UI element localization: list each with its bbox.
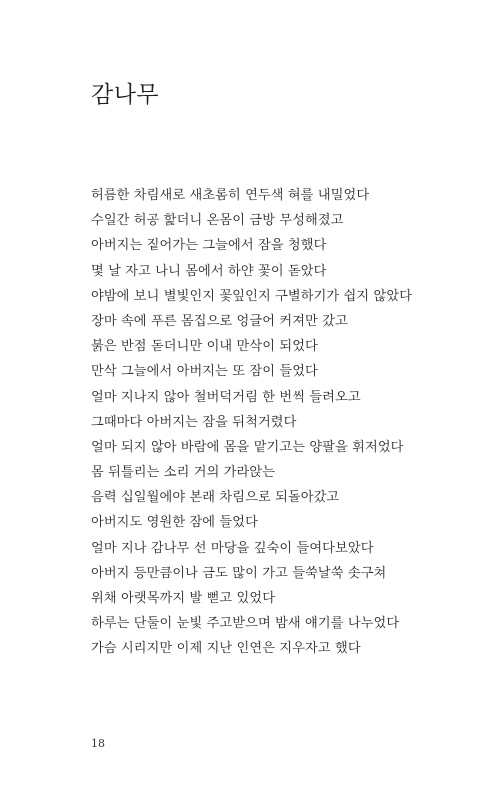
poem-title: 감나무 [91,82,160,108]
poem-body [91,183,412,662]
poem-line: 아버지도 영원한 잠에 들었다 [91,515,258,531]
poem-line: 가슴 시리지만 이제 지난 인연은 지우자고 했다 [91,641,361,657]
page-number: 18 [91,737,105,750]
poem-line: 허름한 차림새로 새초롬히 연두색 혀를 내밀었다 [91,188,370,203]
poem-line: 만삭 그늘에서 아버지는 또 잠이 들었다 [91,364,318,380]
poem-line: 아버지 등만큼이나 금도 많이 가고 들쑥날쑥 솟구쳐 [91,565,387,581]
poem-line: 아버지는 짙어가는 그늘에서 잠을 청했다 [91,238,327,254]
poem-line: 붉은 반점 돋더니만 이내 만삭이 되었다 [91,339,318,355]
poem-line: 얼마 지나 감나무 선 마당을 깊숙이 들여다보았다 [91,540,374,556]
poem-line: 몸 뒤틀리는 소리 거의 가라앉는 [91,465,276,481]
poem-line: 그때마다 아버지는 잠을 뒤척거렸다 [91,414,297,430]
poem-line: 장마 속에 푸른 몸집으로 엉글어 커져만 갔고 [91,313,348,329]
poem-line: 위채 아랫목까지 발 뻗고 있었다 [91,591,276,606]
poem-line: 야밤에 보니 별빛인지 꽃잎인지 구별하기가 쉽지 않았다 [91,288,413,304]
poem-line: 하루는 단둘이 눈빛 주고받으며 밤새 얘기를 나누었다 [91,616,400,632]
poem-line: 몇 날 자고 나니 몸에서 하얀 꽃이 돋았다 [91,263,327,279]
poem-line: 수일간 허공 핥더니 온몸이 금방 무성해졌고 [91,213,344,229]
poem-line: 얼마 지나지 않아 철버덕거림 한 번씩 들려오고 [91,389,361,405]
poem-line: 음력 십일월에야 본래 차림으로 되돌아갔고 [91,490,340,506]
poem-line: 얼마 되지 않아 바람에 몸을 맡기고는 양팔을 휘저었다 [91,439,404,455]
